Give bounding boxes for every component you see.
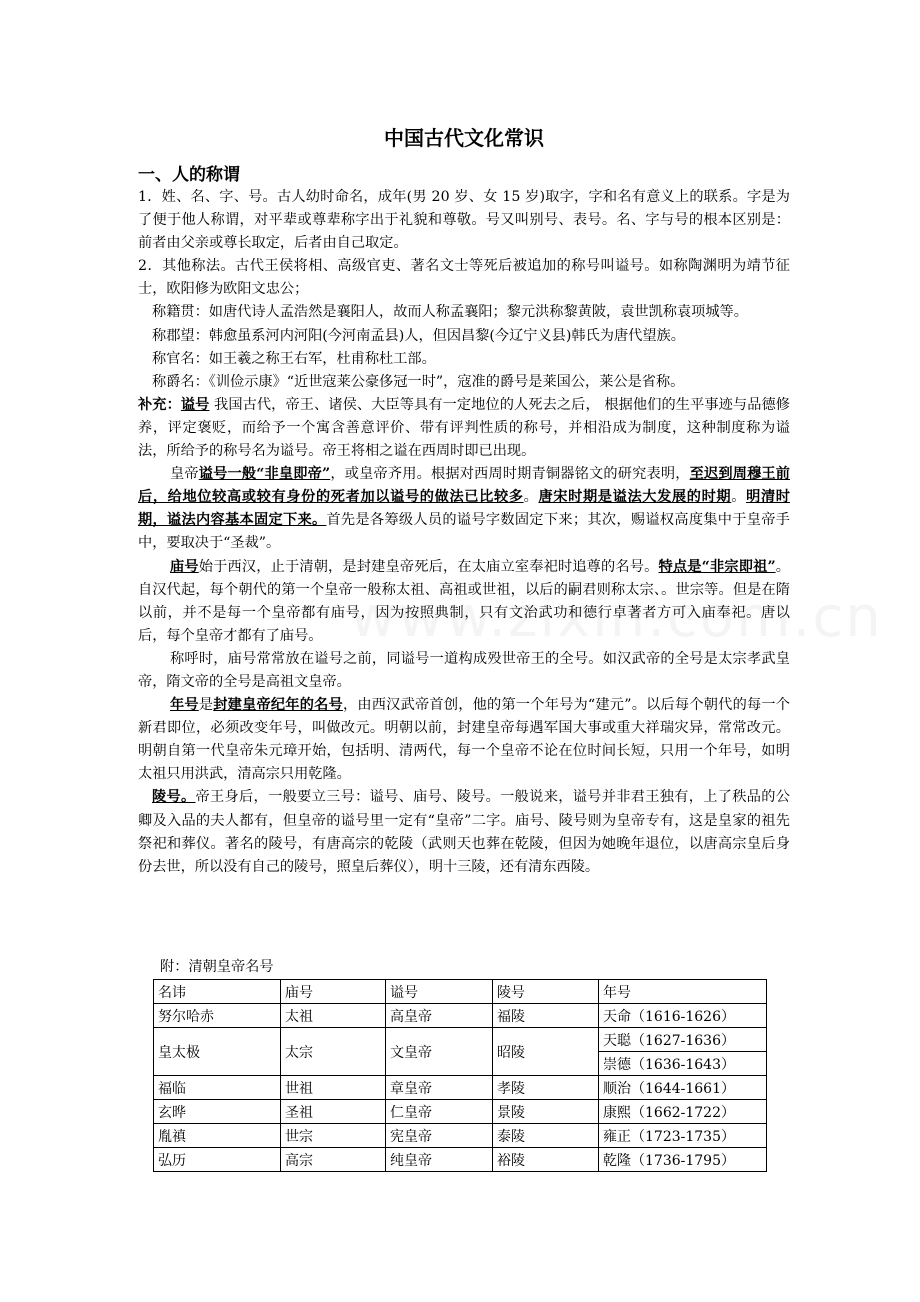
table-cell: 顺治（1644-1661） (599, 1076, 767, 1100)
supplement-label: 补充： (138, 396, 181, 413)
table-cell: 景陵 (493, 1100, 599, 1124)
highlight-span: 特点是“非宗即祖” (658, 558, 776, 575)
section-heading: 一、人的称谓 (138, 165, 240, 185)
term-tomb-name: 陵号。 (152, 789, 196, 806)
table-row (154, 1076, 767, 1100)
table-cell: 宪皇帝 (386, 1124, 493, 1148)
table-header-row (154, 980, 767, 1004)
table-cell: 胤禛 (154, 1124, 281, 1148)
header-cell: 名讳 (154, 980, 281, 1004)
paragraph-tomb-name (138, 786, 790, 878)
paragraph-noble-title: 称爵名：《训俭示康》“近世寇莱公豪侈冠一时”，寇准的爵号是莱国公，莱公是省称。 (152, 373, 685, 390)
document-body (138, 186, 790, 879)
table-cell: 章皇帝 (386, 1076, 493, 1100)
paragraph-era-name (138, 694, 790, 786)
table-cell: 崇德（1636-1643） (599, 1052, 767, 1076)
text-span: 。自汉代起，每个朝代的第一个皇帝一般称太祖、高祖或世祖，以后的嗣君则称太宗、。世宗等。但是在隋以前，并不是每一个皇帝都有庙号，因为按照典制，只有文治武功和德行卓著者方可入庙奉祀。唐以后，每个皇帝才都有了庙号。 (138, 558, 790, 644)
highlight-span: 谥号一般“非皇即帝” (198, 466, 331, 483)
table-cell: 雍正（1723-1735） (599, 1124, 767, 1148)
table-caption: 附：清朝皇帝名号 (160, 959, 274, 975)
table-row (154, 1148, 767, 1172)
table-cell: 福临 (154, 1076, 281, 1100)
table-cell: 昭陵 (493, 1028, 599, 1076)
term-posthumous-title: 谥号 (180, 396, 210, 413)
text-span: 皇帝 (170, 466, 199, 483)
table-cell: 纯皇帝 (386, 1148, 493, 1172)
paragraph-clan-origin: 称郡望：韩愈虽系河内河阳(今河南孟县)人，但因昌黎(今辽宁义县)韩氏为唐代望族。 (152, 327, 685, 344)
table-cell: 孝陵 (493, 1076, 599, 1100)
table-cell: 弘历 (154, 1148, 281, 1172)
supplement-text: 我国古代，帝王、诸侯、大臣等具有一定地位的人死去之后， 根据他们的生平事迹与品德修养，评定褒贬，而给予一个寓含善意评价、带有评判性质的称号，并相沿成为制度，这种制度称为谥法，所给予的称号名为谥号。帝王将相之谥在西周时即已出现。 (138, 396, 790, 460)
highlight-span: 至迟到周穆王前后，给地位较高或较有身份的死者加以谥号的做法已比较多 (138, 466, 790, 506)
header-cell: 陵号 (493, 980, 599, 1004)
table-cell: 乾隆（1736-1795） (599, 1148, 767, 1172)
paragraph-temple-name (138, 556, 790, 648)
table-cell: 玄晔 (154, 1100, 281, 1124)
table-row (154, 1124, 767, 1148)
table-cell: 世祖 (281, 1076, 386, 1100)
table-cell: 天聪（1627-1636） (599, 1028, 767, 1052)
text-span: ，由西汉武帝首创，他的第一个年号为“建元”。以后每个朝代的每一个新君即位，必须改变年号，叫做改元。明朝以前，封建皇帝每遇军国大事或重大祥瑞灾异，常常改元。明朝自第一代皇帝朱元璋开始，包括明、清两代，每一个皇帝不论在位时间长短，只用一个年号，如明太祖只用洪武，清高宗只用乾隆。 (138, 697, 790, 783)
table-cell: 高皇帝 (386, 1004, 493, 1028)
paragraph-names: 1．姓、名、字、号。古人幼时命名，成年(男 20 岁、女 15 岁)取字，字和名有意义上的联系。字是为了便于他人称谓，对平辈或尊辈称字出于礼貌和尊敬。号又叫别号、表号。名、字与号的根本区别是：前者由父亲或尊长取定，后者由自己取定。 (138, 189, 790, 252)
text-span: 。 (523, 489, 539, 506)
header-cell: 年号 (599, 980, 767, 1004)
header-cell: 庙号 (281, 980, 386, 1004)
text-span: ，或皇帝齐用。根据对西周时期青铜器铭文的研究表明， (330, 466, 690, 483)
table-cell: 努尔哈赤 (154, 1004, 281, 1028)
paragraph-native-place: 称籍贯：如唐代诗人孟浩然是襄阳人，故而人称孟襄阳；黎元洪称黎黄陂，袁世凯称袁项城等。 (152, 304, 748, 321)
table-cell: 太宗 (281, 1028, 386, 1076)
table-cell: 太祖 (281, 1004, 386, 1028)
text-span: 是 (198, 697, 214, 714)
table-cell: 福陵 (493, 1004, 599, 1028)
paragraph-emperor-posthumous (138, 463, 790, 555)
paragraph-full-title: 称呼时，庙号常常放在谥号之前，同谥号一道构成殁世帝王的全号。如汉武帝的全号是太宗孝武皇帝，隋文帝的全号是高祖文皇帝。 (138, 650, 790, 690)
paragraph-other-titles: 2．其他称法。古代王侯将相、高级官吏、著名文士等死后被追加的称号叫谥号。如称陶渊明为靖节征士，欧阳修为欧阳文忠公； (138, 258, 790, 298)
table-row (154, 1028, 767, 1052)
qing-emperors-table (153, 979, 767, 1172)
table-cell: 泰陵 (493, 1124, 599, 1148)
table-cell: 仁皇帝 (386, 1100, 493, 1124)
table-row (154, 1100, 767, 1124)
table-cell: 康熙（1662-1722） (599, 1100, 767, 1124)
text-span: 帝王身后，一般要立三号：谥号、庙号、陵号。一般说来，谥号并非君王独有，上了秩品的公卿及入品的夫人都有，但皇帝的谥号里一定有“皇帝”二字。庙号、陵号则为皇帝专有，这是皇家的祖先祭祀和葬仪。著名的陵号，有唐高宗的乾陵（武则天也葬在乾陵，但因为她晚年退位，以唐高宗皇后身份去世，所以没有自己的陵号，照皇后葬仪），明十三陵，还有清东西陵。 (138, 789, 790, 875)
table-cell: 皇太极 (154, 1028, 281, 1076)
paragraph-official-title: 称官名：如王羲之称王右军，杜甫称杜工部。 (152, 350, 436, 367)
table-cell: 天命（1616-1626） (599, 1004, 767, 1028)
highlight-span: 明清时期，谥法内容基本固定下来。 (138, 489, 790, 529)
table-cell: 裕陵 (493, 1148, 599, 1172)
text-span: 首先是各筹级人员的谥号字数固定下来；其次，赐谥权高度集中于皇帝手中，要取决于“圣裁”。 (138, 512, 790, 552)
text-span: 始于西汉，止于清朝，是封建皇帝死后，在太庙立室奉祀时追尊的名号。 (198, 558, 659, 575)
highlight-span: 封建皇帝纪年的名号 (213, 697, 343, 714)
term-era-name: 年号 (170, 697, 199, 714)
table-cell: 世宗 (281, 1124, 386, 1148)
term-temple-name: 庙号 (170, 558, 199, 575)
text-span: 。 (731, 489, 747, 506)
table-cell: 圣祖 (281, 1100, 386, 1124)
table-cell: 文皇帝 (386, 1028, 493, 1076)
table-cell: 高宗 (281, 1148, 386, 1172)
highlight-span: 唐宋时期是谥法大发展的时期 (538, 489, 732, 506)
table-row (154, 1004, 767, 1028)
document-title: 中国古代文化常识 (384, 126, 544, 150)
header-cell: 谥号 (386, 980, 493, 1004)
paragraph-posthumous-supplement (138, 394, 790, 463)
